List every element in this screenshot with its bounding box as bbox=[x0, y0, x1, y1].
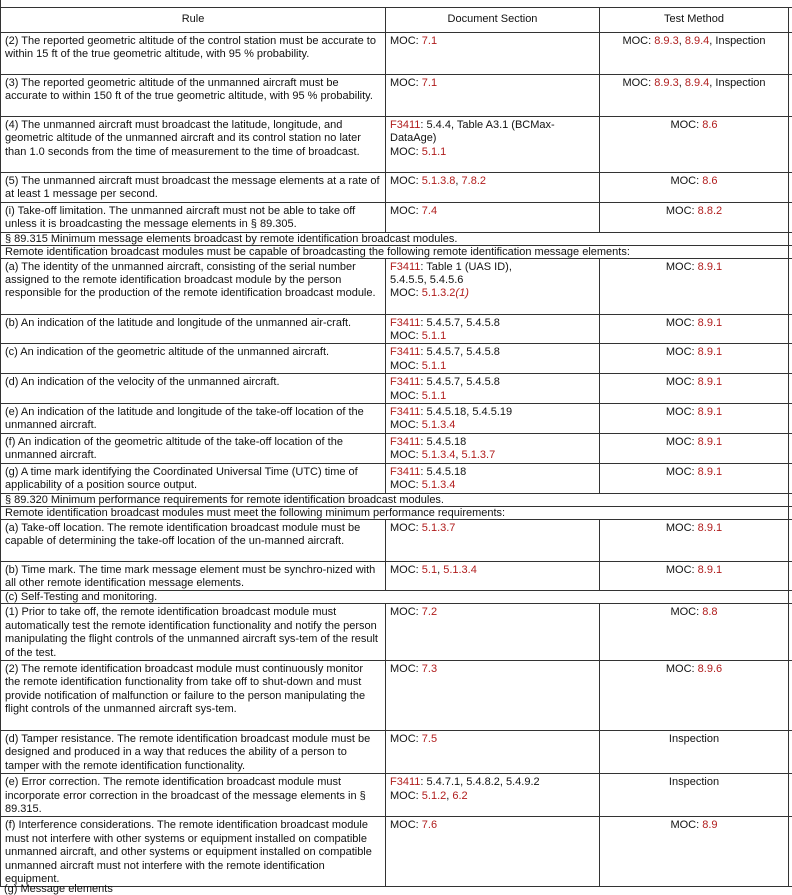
section-reference-link[interactable]: 8.9.1 bbox=[698, 261, 722, 273]
extra-cell bbox=[789, 433, 792, 463]
section-reference-link[interactable]: 7.2 bbox=[422, 606, 437, 618]
document-section-line bbox=[390, 317, 595, 330]
table-row bbox=[1, 75, 792, 117]
document-section-line bbox=[390, 406, 595, 419]
section-reference-link[interactable]: 5.1.3.2 bbox=[422, 287, 456, 299]
document-section-line bbox=[390, 274, 595, 287]
document-section-line bbox=[390, 205, 595, 218]
reference-text: MOC: bbox=[666, 564, 698, 576]
reference-text: MOC: bbox=[390, 390, 422, 402]
reference-text: MOC: bbox=[666, 406, 698, 418]
section-reference-link[interactable]: 8.9.1 bbox=[698, 346, 722, 358]
cut-off-row-text: (g) Message elements bbox=[4, 883, 113, 895]
table-row bbox=[1, 561, 792, 591]
document-section-line bbox=[390, 146, 595, 159]
section-heading-row bbox=[1, 245, 792, 258]
document-section-cell bbox=[386, 774, 600, 817]
rule-cell: (d) An indication of the velocity of the unmanned aircraft. bbox=[1, 374, 386, 404]
test-method-cell bbox=[600, 374, 789, 404]
table-top-edge bbox=[0, 0, 792, 7]
reference-text: MOC: bbox=[390, 479, 422, 491]
test-method-line bbox=[604, 564, 784, 577]
rule-cell: (c) An indication of the geometric altitude of the unmanned aircraft. bbox=[1, 344, 386, 374]
rule-cell: (5) The unmanned aircraft must broadcast the message elements at a rate of at least 1 message per second. bbox=[1, 173, 386, 203]
reference-text: : 5.4.5.18 bbox=[420, 436, 466, 448]
reference-text: : 5.4.5.18, 5.4.5.19 bbox=[420, 406, 512, 418]
section-reference-link[interactable]: F3411 bbox=[390, 466, 420, 478]
reference-text: , Inspection bbox=[709, 35, 765, 47]
test-method-cell bbox=[600, 463, 789, 493]
reference-text: : 5.4.5.7, 5.4.5.8 bbox=[420, 346, 500, 358]
section-reference-link[interactable]: 5.1.1 bbox=[422, 330, 446, 342]
document-section-line bbox=[390, 390, 595, 403]
test-method-line bbox=[604, 776, 784, 789]
reference-text: MOC: bbox=[666, 261, 698, 273]
extra-cell bbox=[789, 493, 792, 506]
document-section-line bbox=[390, 790, 595, 803]
section-reference-link[interactable]: 8.9.1 bbox=[698, 436, 722, 448]
section-reference-link[interactable]: F3411 bbox=[390, 119, 420, 131]
section-reference-link[interactable]: 8.9.1 bbox=[698, 466, 722, 478]
table-row bbox=[1, 117, 792, 173]
extra-cell bbox=[789, 561, 792, 591]
section-reference-link[interactable]: 6.2 bbox=[452, 790, 467, 802]
reference-text: MOC: bbox=[390, 419, 422, 431]
reference-text: MOC: bbox=[670, 119, 702, 131]
section-reference-link[interactable]: F3411 bbox=[390, 776, 420, 788]
reference-text: : 5.4.5.7, 5.4.5.8 bbox=[420, 376, 500, 388]
document-section-line bbox=[390, 35, 595, 48]
reference-text: MOC: bbox=[622, 77, 654, 89]
document-section-cell bbox=[386, 730, 600, 773]
section-reference-link[interactable]: 7.1 bbox=[422, 77, 437, 89]
section-reference-link[interactable]: 5.1.3.4 bbox=[422, 419, 456, 431]
reference-text: MOC: bbox=[390, 606, 422, 618]
document-section-cell bbox=[386, 314, 600, 344]
reference-text: , bbox=[455, 449, 461, 461]
reference-text: MOC: bbox=[666, 346, 698, 358]
table-row bbox=[1, 774, 792, 817]
document-section-line bbox=[390, 346, 595, 359]
test-method-line bbox=[604, 77, 784, 90]
document-section-cell bbox=[386, 258, 600, 314]
section-heading-text: (c) Self-Testing and monitoring. bbox=[1, 591, 789, 604]
reference-text: DataAge) bbox=[390, 132, 436, 144]
document-section-line bbox=[390, 819, 595, 832]
section-heading-row bbox=[1, 506, 792, 519]
section-heading-text: Remote identification broadcast modules must be capable of broadcasting the following remote identification message elements: bbox=[1, 245, 789, 258]
section-reference-link[interactable]: 8.9 bbox=[702, 819, 717, 831]
rule-cell: (a) Take-off location. The remote identification broadcast module must be capable of determining the take-off location of the un-manned aircraft. bbox=[1, 519, 386, 561]
section-reference-link[interactable]: 5.1.3.4 bbox=[422, 449, 456, 461]
reference-text: : 5.4.4, Table A3.1 (BCMax- bbox=[420, 119, 554, 131]
section-reference-link[interactable]: 5.1.3.4 bbox=[443, 564, 477, 576]
test-method-cell bbox=[600, 774, 789, 817]
section-reference-link[interactable]: 7.1 bbox=[422, 35, 437, 47]
table-row bbox=[1, 258, 792, 314]
extra-cell bbox=[789, 774, 792, 817]
test-method-cell bbox=[600, 433, 789, 463]
test-method-line bbox=[604, 522, 784, 535]
extra-cell bbox=[789, 33, 792, 75]
section-reference-link[interactable]: 8.9.1 bbox=[698, 406, 722, 418]
section-heading-row bbox=[1, 232, 792, 245]
section-reference-link[interactable]: (1) bbox=[455, 287, 468, 299]
test-method-cell bbox=[600, 117, 789, 173]
extra-cell bbox=[789, 463, 792, 493]
section-reference-link[interactable]: 5.1.3.7 bbox=[422, 522, 456, 534]
section-reference-link[interactable]: 8.9.1 bbox=[698, 564, 722, 576]
reference-text: MOC: bbox=[666, 436, 698, 448]
rule-cell: (e) An indication of the latitude and longitude of the take-off location of the unmanned aircraft. bbox=[1, 404, 386, 434]
reference-text: MOC: bbox=[390, 733, 422, 745]
section-heading-row bbox=[1, 591, 792, 604]
test-method-cell bbox=[600, 173, 789, 203]
document-section-cell bbox=[386, 561, 600, 591]
reference-text: : 5.4.5.18 bbox=[420, 466, 466, 478]
reference-text: : 5.4.5.7, 5.4.5.8 bbox=[420, 317, 500, 329]
reference-text: MOC: bbox=[390, 790, 422, 802]
extra-cell bbox=[789, 604, 792, 661]
table-body bbox=[1, 33, 792, 887]
table-row bbox=[1, 463, 792, 493]
reference-text: MOC: bbox=[390, 175, 422, 187]
table-row bbox=[1, 660, 792, 730]
section-reference-link[interactable]: 8.9.3 bbox=[654, 35, 678, 47]
section-reference-link[interactable]: 8.6 bbox=[702, 175, 717, 187]
rule-cell: (2) The reported geometric altitude of the control station must be accurate to within 15 ft of the true geometric altitude, with 95 % probability. bbox=[1, 33, 386, 75]
test-method-cell bbox=[600, 519, 789, 561]
reference-text: MOC: bbox=[670, 175, 702, 187]
document-section-line bbox=[390, 776, 595, 789]
reference-text: MOC: bbox=[390, 330, 422, 342]
document-section-line bbox=[390, 564, 595, 577]
document-section-line bbox=[390, 663, 595, 676]
test-method-line bbox=[604, 663, 784, 676]
document-section-cell bbox=[386, 117, 600, 173]
extra-cell bbox=[789, 258, 792, 314]
test-method-line bbox=[604, 436, 784, 449]
reference-text: MOC: bbox=[390, 449, 422, 461]
section-reference-link[interactable]: F3411 bbox=[390, 436, 420, 448]
section-reference-link[interactable]: 5.1.1 bbox=[422, 390, 446, 402]
test-method-cell bbox=[600, 344, 789, 374]
section-reference-link[interactable]: 5.1.2 bbox=[422, 790, 446, 802]
reference-text: MOC: bbox=[666, 663, 698, 675]
test-method-cell bbox=[600, 33, 789, 75]
reference-text: MOC: bbox=[390, 287, 422, 299]
rule-cell: (f) An indication of the geometric altitude of the take-off location of the unmanned aircraft. bbox=[1, 433, 386, 463]
header-row bbox=[1, 8, 792, 33]
table-row bbox=[1, 33, 792, 75]
rule-cell: (d) Tamper resistance. The remote identification broadcast module must be designed and produced in a way that reduces the ability of a person to tamper with the remote identification functionality. bbox=[1, 730, 386, 773]
table-row bbox=[1, 374, 792, 404]
rule-cell: (b) Time mark. The time mark message element must be synchro-nized with all other remote identification message elements. bbox=[1, 561, 386, 591]
section-reference-link[interactable]: 8.9.6 bbox=[698, 663, 722, 675]
extra-cell bbox=[789, 75, 792, 117]
rule-cell: (4) The unmanned aircraft must broadcast the latitude, longitude, and geometric altitude of the unmanned aircraft and its control station no later than 1.0 seconds from the time of measurement to the time of broadcast. bbox=[1, 117, 386, 173]
extra-cell bbox=[789, 245, 792, 258]
document-section-cell bbox=[386, 173, 600, 203]
test-method-line bbox=[604, 376, 784, 389]
reference-text: Inspection bbox=[669, 733, 719, 745]
section-reference-link[interactable]: 7.6 bbox=[422, 819, 437, 831]
section-reference-link[interactable]: 8.8.2 bbox=[698, 205, 722, 217]
document-section-line bbox=[390, 261, 595, 274]
test-method-line bbox=[604, 205, 784, 218]
section-reference-link[interactable]: F3411 bbox=[390, 346, 420, 358]
extra-cell bbox=[789, 117, 792, 173]
extra-cell bbox=[789, 506, 792, 519]
section-reference-link[interactable]: 8.9.3 bbox=[654, 77, 678, 89]
reference-text: MOC: bbox=[390, 77, 422, 89]
section-reference-link[interactable]: 8.6 bbox=[702, 119, 717, 131]
section-reference-link[interactable]: F3411 bbox=[390, 376, 420, 388]
document-section-cell bbox=[386, 660, 600, 730]
document-section-line bbox=[390, 419, 595, 432]
section-heading-text: § 89.320 Minimum performance requirements for remote identification broadcast modules. bbox=[1, 493, 789, 506]
section-reference-link[interactable]: 5.1.3.4 bbox=[422, 479, 456, 491]
document-section-line bbox=[390, 466, 595, 479]
reference-text: MOC: bbox=[670, 819, 702, 831]
reference-text: MOC: bbox=[390, 819, 422, 831]
rule-cell: (i) Take-off limitation. The unmanned aircraft must not be able to take off unless it is broadcasting the message elements in § 89.305. bbox=[1, 202, 386, 232]
rule-cell: (f) Interference considerations. The remote identification broadcast module must not interfere with other systems or equipment installed on compatible unmanned aircraft, and other systems or equipment installed on compatible unmanned aircraft must not interfere with the remote identification equipment. bbox=[1, 817, 386, 887]
reference-text: MOC: bbox=[390, 522, 422, 534]
rule-cell: (a) The identity of the unmanned aircraft, consisting of the serial number assigned to the remote identification broadcast module by the person responsible for the production of the remote identification broadcast module. bbox=[1, 258, 386, 314]
section-heading-text: Remote identification broadcast modules must meet the following minimum performance requirements: bbox=[1, 506, 789, 519]
section-reference-link[interactable]: 5.1 bbox=[422, 564, 437, 576]
document-section-line bbox=[390, 449, 595, 462]
extra-cell bbox=[789, 519, 792, 561]
test-method-cell bbox=[600, 561, 789, 591]
table-row bbox=[1, 404, 792, 434]
extra-cell bbox=[789, 202, 792, 232]
reference-text: MOC: bbox=[666, 466, 698, 478]
table-row bbox=[1, 604, 792, 661]
test-method-cell bbox=[600, 660, 789, 730]
section-reference-link[interactable]: 8.8 bbox=[702, 606, 717, 618]
extra-cell bbox=[789, 344, 792, 374]
table-row bbox=[1, 314, 792, 344]
document-section-line bbox=[390, 119, 595, 132]
document-section-line bbox=[390, 733, 595, 746]
reference-text: MOC: bbox=[390, 360, 422, 372]
section-reference-link[interactable]: 5.1.1 bbox=[422, 360, 446, 372]
document-section-cell bbox=[386, 404, 600, 434]
test-method-line bbox=[604, 606, 784, 619]
reference-text: MOC: bbox=[390, 146, 422, 158]
document-section-cell bbox=[386, 433, 600, 463]
test-method-cell bbox=[600, 404, 789, 434]
test-method-cell bbox=[600, 314, 789, 344]
document-section-line bbox=[390, 287, 595, 300]
reference-text: Inspection bbox=[669, 776, 719, 788]
test-method-line bbox=[604, 406, 784, 419]
test-method-cell bbox=[600, 730, 789, 773]
reference-text: , bbox=[679, 77, 685, 89]
document-section-cell bbox=[386, 344, 600, 374]
column-header-document-section: Document Section bbox=[386, 8, 600, 33]
column-header-test-method: Test Method bbox=[600, 8, 789, 33]
compliance-table bbox=[0, 7, 792, 887]
rule-cell: (g) A time mark identifying the Coordinated Universal Time (UTC) time of applicability of a position source output. bbox=[1, 463, 386, 493]
reference-text: MOC: bbox=[390, 564, 422, 576]
reference-text: MOC: bbox=[622, 35, 654, 47]
document-section-line bbox=[390, 436, 595, 449]
test-method-cell bbox=[600, 202, 789, 232]
extra-cell bbox=[789, 314, 792, 344]
rule-cell: (2) The remote identification broadcast module must continuously monitor the remote identification functionality from take off to shut-down and must provide notification of malfunction or failure to the person manipulating the flight controls of the unmanned aircraft sys-tem. bbox=[1, 660, 386, 730]
document-section-line bbox=[390, 132, 595, 145]
reference-text: : Table 1 (UAS ID), bbox=[420, 261, 512, 273]
section-reference-link[interactable]: F3411 bbox=[390, 317, 420, 329]
section-reference-link[interactable]: 5.1.3.7 bbox=[462, 449, 496, 461]
extra-cell bbox=[789, 404, 792, 434]
document-section-cell bbox=[386, 75, 600, 117]
document-section-line bbox=[390, 376, 595, 389]
section-heading-row bbox=[1, 493, 792, 506]
reference-text: MOC: bbox=[390, 205, 422, 217]
document-section-line bbox=[390, 360, 595, 373]
extra-cell bbox=[789, 173, 792, 203]
section-reference-link[interactable]: 8.9.1 bbox=[698, 317, 722, 329]
reference-text: MOC: bbox=[666, 317, 698, 329]
table-row bbox=[1, 202, 792, 232]
reference-text: , bbox=[679, 35, 685, 47]
section-reference-link[interactable]: 7.8.2 bbox=[462, 175, 486, 187]
section-reference-link[interactable]: 8.9.4 bbox=[685, 77, 709, 89]
document-section-line bbox=[390, 606, 595, 619]
document-section-cell bbox=[386, 202, 600, 232]
reference-text: MOC: bbox=[666, 376, 698, 388]
table-row bbox=[1, 730, 792, 773]
section-reference-link[interactable]: 7.3 bbox=[422, 663, 437, 675]
section-reference-link[interactable]: F3411 bbox=[390, 261, 420, 273]
document-section-cell bbox=[386, 33, 600, 75]
section-reference-link[interactable]: 8.9.4 bbox=[685, 35, 709, 47]
rule-cell: (e) Error correction. The remote identification broadcast module must incorporate error correction in the broadcast of the message elements in § 89.315. bbox=[1, 774, 386, 817]
document-section-line bbox=[390, 330, 595, 343]
reference-text: , bbox=[455, 175, 461, 187]
section-reference-link[interactable]: 8.9.1 bbox=[698, 522, 722, 534]
extra-cell bbox=[789, 817, 792, 887]
test-method-cell bbox=[600, 75, 789, 117]
extra-cell bbox=[789, 591, 792, 604]
document-section-cell bbox=[386, 604, 600, 661]
test-method-line bbox=[604, 466, 784, 479]
extra-cell bbox=[789, 730, 792, 773]
reference-text: 5.4.5.5, 5.4.5.6 bbox=[390, 274, 463, 286]
reference-text: MOC: bbox=[670, 606, 702, 618]
document-section-line bbox=[390, 479, 595, 492]
test-method-line bbox=[604, 346, 784, 359]
test-method-cell bbox=[600, 604, 789, 661]
document-section-cell bbox=[386, 463, 600, 493]
test-method-line bbox=[604, 261, 784, 274]
rule-cell: (3) The reported geometric altitude of the unmanned aircraft must be accurate to within 150 ft of the true geometric altitude, with 95 % probability. bbox=[1, 75, 386, 117]
rule-cell: (b) An indication of the latitude and longitude of the unmanned air-craft. bbox=[1, 314, 386, 344]
table-row bbox=[1, 817, 792, 887]
section-reference-link[interactable]: 5.1.3.8 bbox=[422, 175, 456, 187]
reference-text: MOC: bbox=[666, 522, 698, 534]
document-section-cell bbox=[386, 519, 600, 561]
test-method-line bbox=[604, 175, 784, 188]
reference-text: MOC: bbox=[390, 663, 422, 675]
table-row bbox=[1, 519, 792, 561]
document-section-line bbox=[390, 522, 595, 535]
test-method-cell bbox=[600, 258, 789, 314]
section-heading-text: § 89.315 Minimum message elements broadcast by remote identification broadcast modules. bbox=[1, 232, 789, 245]
section-reference-link[interactable]: 5.1.1 bbox=[422, 146, 446, 158]
reference-text: : 5.4.7.1, 5.4.8.2, 5.4.9.2 bbox=[420, 776, 539, 788]
document-section-line bbox=[390, 175, 595, 188]
extra-cell bbox=[789, 232, 792, 245]
section-reference-link[interactable]: 7.5 bbox=[422, 733, 437, 745]
document-section-cell bbox=[386, 817, 600, 887]
reference-text: , bbox=[437, 564, 443, 576]
table-row bbox=[1, 433, 792, 463]
extra-cell bbox=[789, 660, 792, 730]
test-method-line bbox=[604, 317, 784, 330]
section-reference-link[interactable]: 8.9.1 bbox=[698, 376, 722, 388]
reference-text: MOC: bbox=[666, 205, 698, 217]
test-method-line bbox=[604, 733, 784, 746]
reference-text: MOC: bbox=[390, 35, 422, 47]
column-header-extra bbox=[789, 8, 792, 33]
column-header-rule: Rule bbox=[1, 8, 386, 33]
section-reference-link[interactable]: F3411 bbox=[390, 406, 420, 418]
test-method-line bbox=[604, 35, 784, 48]
reference-text: , bbox=[446, 790, 452, 802]
document-section-cell bbox=[386, 374, 600, 404]
table-row bbox=[1, 344, 792, 374]
section-reference-link[interactable]: 7.4 bbox=[422, 205, 437, 217]
table-row bbox=[1, 173, 792, 203]
reference-text: , Inspection bbox=[709, 77, 765, 89]
rule-cell: (1) Prior to take off, the remote identification broadcast module must automatically test the remote identification functionality and notify the person manipulating the flight controls of the unmanned aircraft sys-tem of the result of the test. bbox=[1, 604, 386, 661]
test-method-cell bbox=[600, 817, 789, 887]
test-method-line bbox=[604, 119, 784, 132]
extra-cell bbox=[789, 374, 792, 404]
document-section-line bbox=[390, 77, 595, 90]
test-method-line bbox=[604, 819, 784, 832]
